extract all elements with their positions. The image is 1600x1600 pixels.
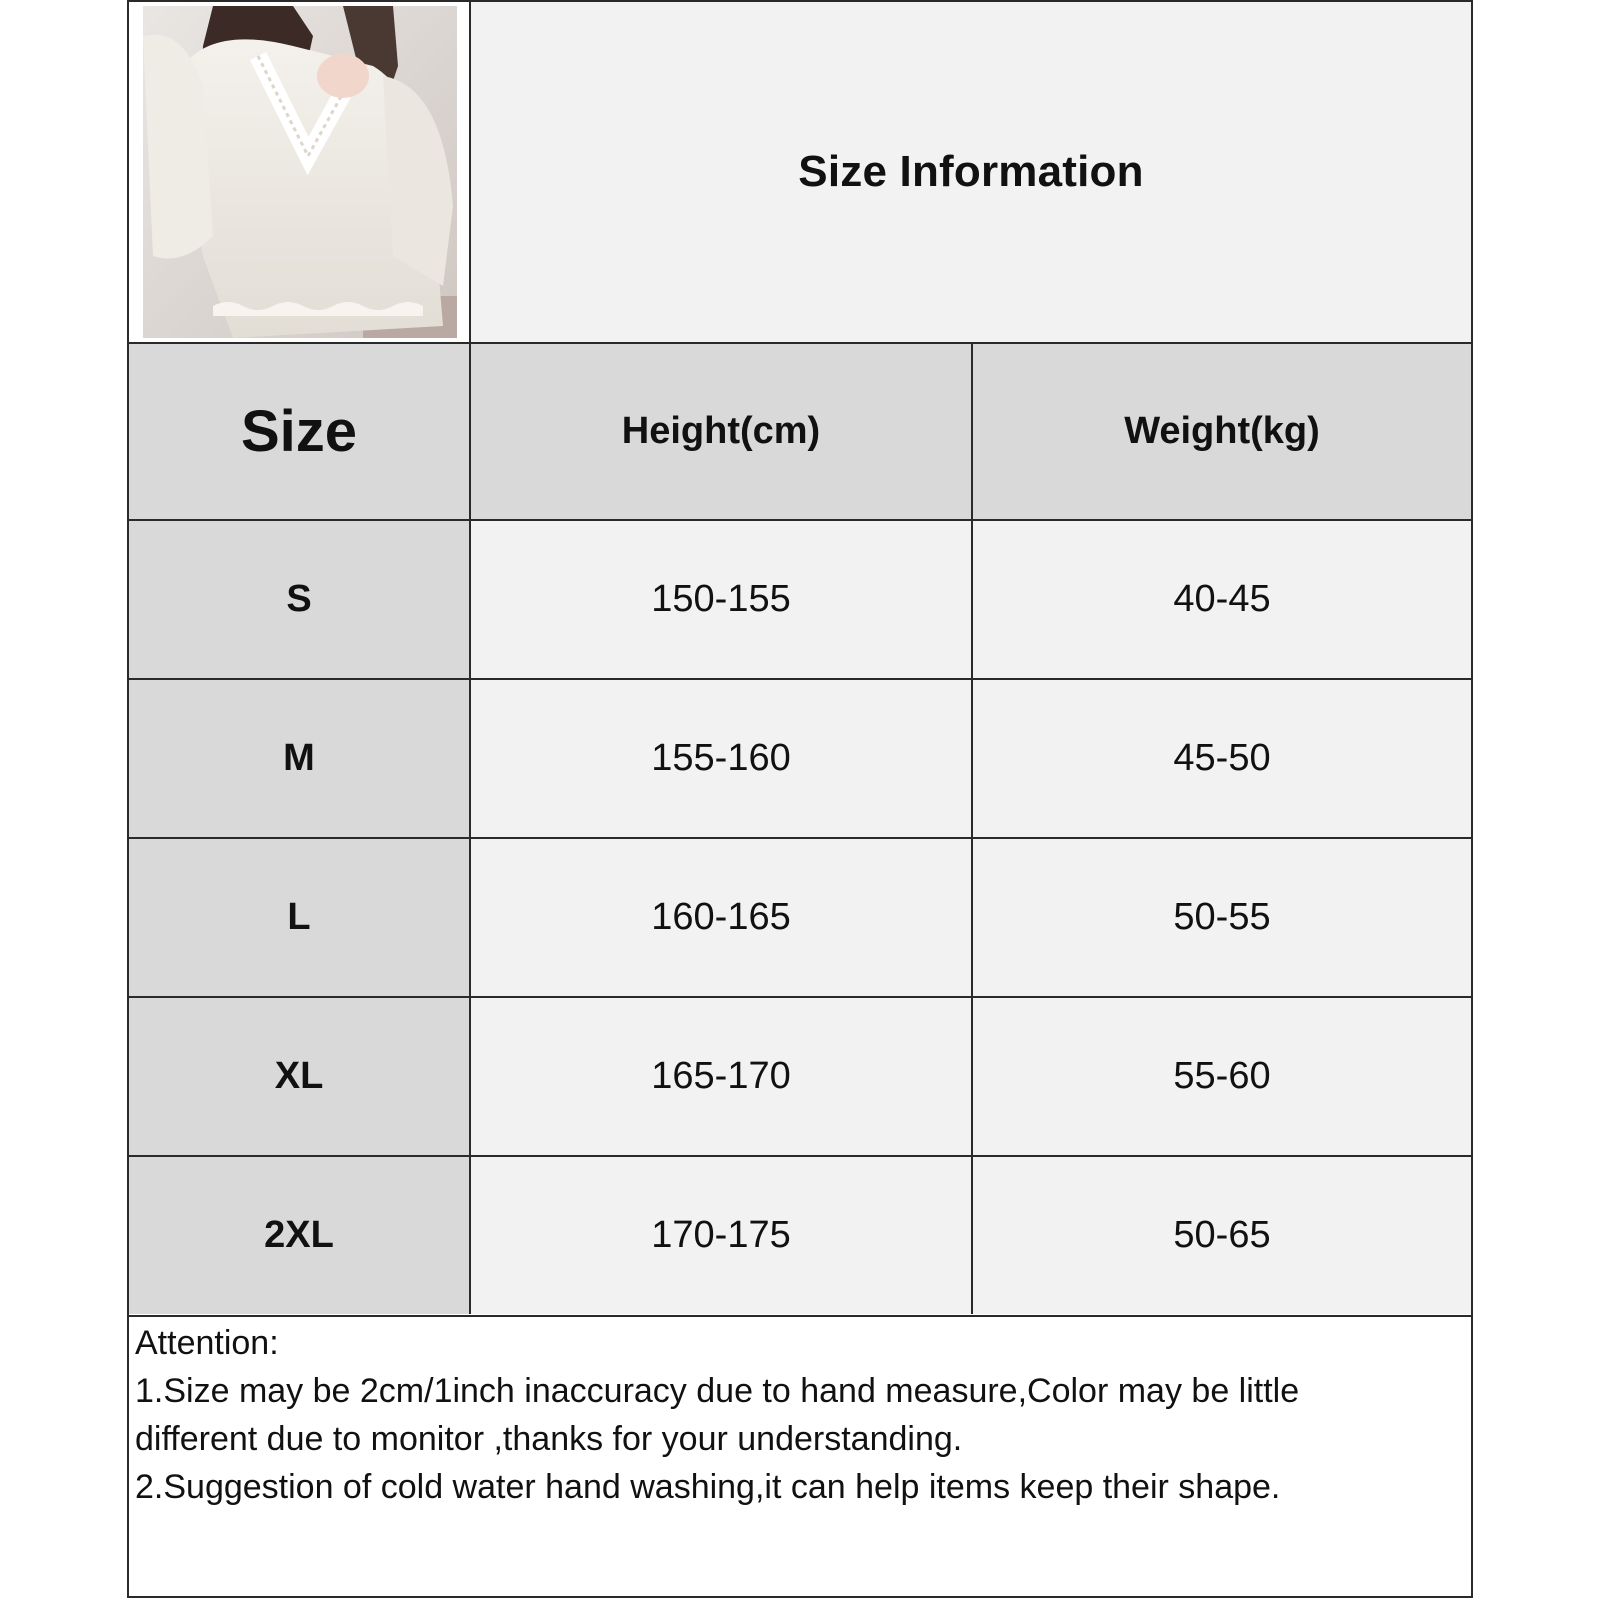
notes-line: 2.Suggestion of cold water hand washing,it can help items keep their shape. [135, 1468, 1281, 1506]
height-cell [471, 680, 973, 837]
height-cell [471, 521, 973, 678]
size-label: S [286, 578, 312, 620]
weight-value: 55-60 [1173, 1055, 1271, 1097]
size-chart [127, 0, 1473, 1598]
weight-value: 45-50 [1173, 737, 1271, 779]
height-cell [471, 839, 973, 996]
size-label: 2XL [264, 1214, 334, 1256]
notes-line: different due to monitor ,thanks for your understanding. [135, 1420, 963, 1458]
header-height-cell [471, 344, 973, 519]
table-row [129, 1155, 1471, 1314]
size-label: M [283, 737, 315, 779]
weight-cell [973, 521, 1471, 678]
attention-notes [129, 1315, 1471, 1596]
page-title: Size Information [798, 147, 1144, 196]
table-row [129, 837, 1471, 996]
size-cell [129, 521, 471, 678]
product-photo [143, 6, 457, 338]
size-cell [129, 1157, 471, 1314]
notes-line: 1.Size may be 2cm/1inch inaccuracy due to hand measure,Color may be little [135, 1372, 1300, 1410]
header-size-cell [129, 344, 471, 519]
weight-value: 40-45 [1173, 578, 1271, 620]
height-value: 150-155 [651, 578, 791, 620]
height-value: 155-160 [651, 737, 791, 779]
notes-heading: Attention: [135, 1324, 279, 1362]
height-cell [471, 998, 973, 1155]
weight-cell [973, 680, 1471, 837]
product-photo-cell [129, 2, 471, 342]
column-header-weight: Weight(kg) [1124, 410, 1320, 452]
column-header-height: Height(cm) [621, 410, 821, 452]
size-label: XL [274, 1055, 324, 1097]
size-cell [129, 680, 471, 837]
weight-cell [973, 1157, 1471, 1314]
table-row [129, 519, 1471, 678]
size-cell [129, 998, 471, 1155]
weight-cell [973, 839, 1471, 996]
column-header-size: Size [240, 399, 358, 464]
header-weight-cell [973, 344, 1471, 519]
height-value: 165-170 [651, 1055, 791, 1097]
table-header-row [129, 342, 1471, 519]
size-cell [129, 839, 471, 996]
table-row [129, 996, 1471, 1155]
size-table [129, 342, 1471, 1314]
size-label: L [287, 896, 311, 938]
height-value: 170-175 [651, 1214, 791, 1256]
height-value: 160-165 [651, 896, 791, 938]
weight-cell [973, 998, 1471, 1155]
weight-value: 50-65 [1173, 1214, 1271, 1256]
height-cell [471, 1157, 973, 1314]
title-cell [471, 2, 1471, 342]
weight-value: 50-55 [1173, 896, 1271, 938]
table-row [129, 678, 1471, 837]
